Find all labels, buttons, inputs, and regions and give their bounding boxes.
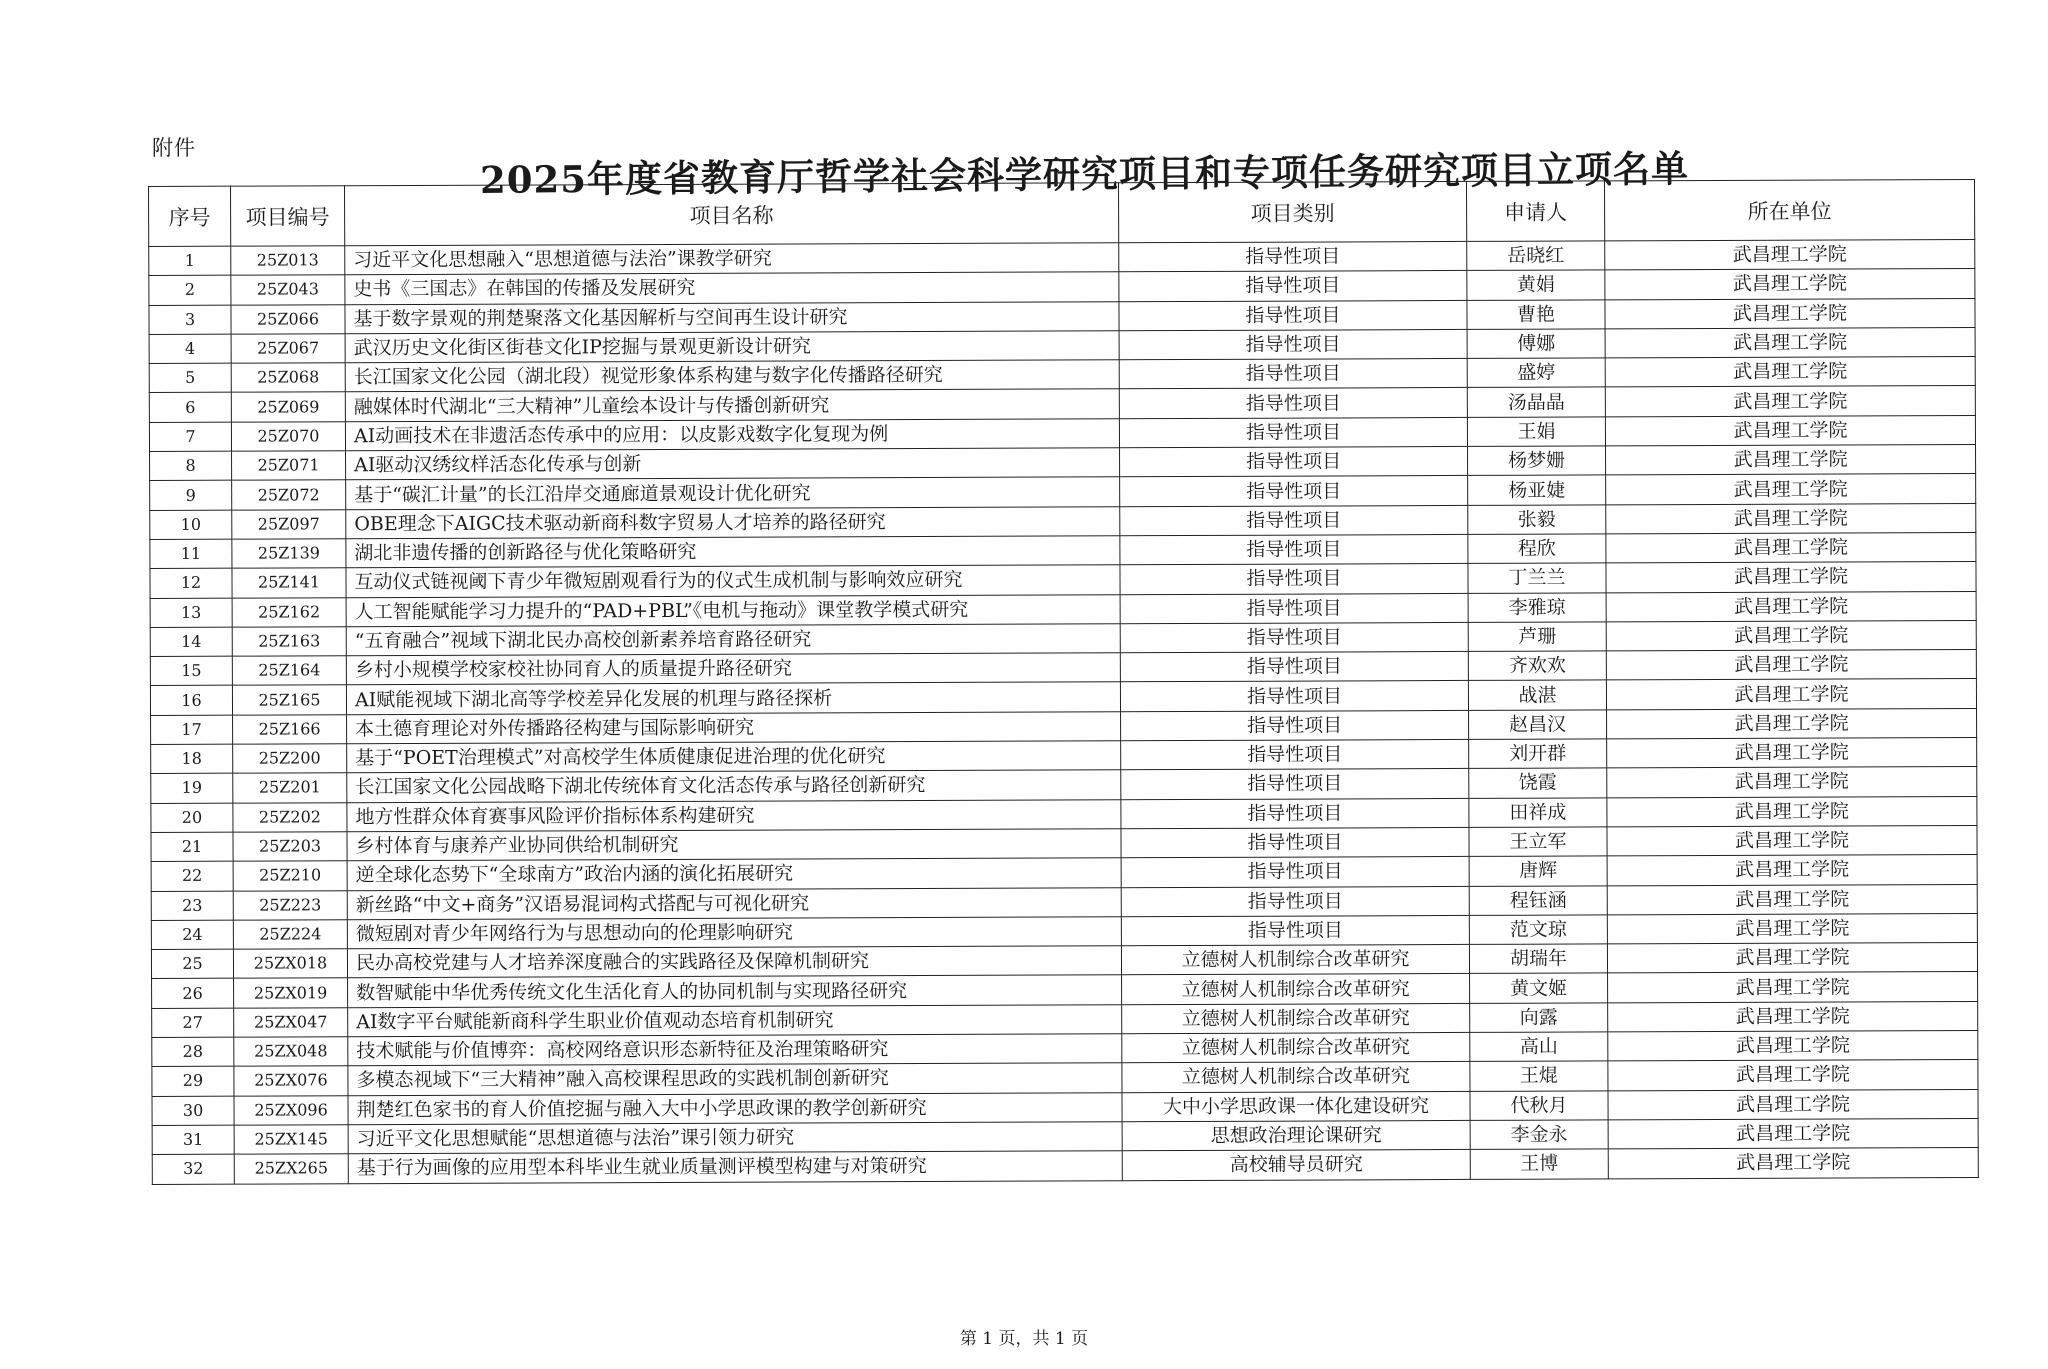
- cell-code: 25Z165: [232, 685, 346, 715]
- cell-category: 指导性项目: [1119, 300, 1467, 331]
- cell-no: 31: [152, 1125, 234, 1155]
- cell-name: 长江国家文化公园（湖北段）视觉形象体系构建与数字化传播路径研究: [345, 360, 1119, 392]
- cell-applicant: 战湛: [1468, 680, 1606, 710]
- project-table-container: [148, 179, 1978, 1185]
- cell-unit: 武昌理工学院: [1605, 239, 1975, 270]
- cell-unit: 武昌理工学院: [1607, 825, 1977, 856]
- cell-no: 16: [150, 686, 232, 716]
- column-header-name: 项目名称: [345, 183, 1119, 246]
- cell-unit: 武昌理工学院: [1607, 767, 1977, 798]
- cell-applicant: 王娟: [1467, 417, 1605, 447]
- cell-no: 9: [150, 481, 232, 511]
- cell-code: 25Z163: [232, 627, 346, 657]
- cell-name: AI数字平台赋能新商科学生职业价值观动态培育机制研究: [348, 1004, 1122, 1036]
- cell-code: 25Z072: [232, 480, 346, 510]
- cell-no: 1: [149, 246, 231, 276]
- cell-code: 25Z043: [231, 275, 345, 305]
- cell-applicant: 刘开群: [1469, 739, 1607, 769]
- cell-category: 立德树人机制综合改革研究: [1122, 1062, 1470, 1093]
- cell-code: 25Z068: [231, 363, 345, 393]
- cell-category: 指导性项目: [1121, 798, 1469, 829]
- cell-name: 互动仪式链视阈下青少年微短剧观看行为的仪式生成机制与影响效应研究: [346, 565, 1120, 597]
- cell-unit: 武昌理工学院: [1607, 796, 1977, 827]
- cell-name: 逆全球化态势下“全球南方”政治内涵的演化拓展研究: [347, 858, 1121, 890]
- cell-code: 25Z223: [233, 890, 347, 920]
- cell-unit: 武昌理工学院: [1605, 357, 1975, 388]
- cell-category: 指导性项目: [1121, 739, 1469, 770]
- cell-applicant: 芦珊: [1468, 622, 1606, 652]
- cell-code: 25Z066: [231, 304, 345, 334]
- cell-unit: 武昌理工学院: [1605, 269, 1975, 300]
- cell-unit: 武昌理工学院: [1608, 1030, 1978, 1061]
- cell-code: 25Z166: [233, 714, 347, 744]
- column-header-applicant: 申请人: [1466, 181, 1604, 242]
- cell-no: 27: [152, 1008, 234, 1038]
- cell-unit: 武昌理工学院: [1606, 650, 1976, 681]
- cell-name: “五育融合”视域下湖北民办高校创新素养培育路径研究: [346, 624, 1120, 656]
- cell-code: 25Z224: [233, 920, 347, 950]
- column-header-unit: 所在单位: [1604, 179, 1974, 240]
- cell-category: 指导性项目: [1121, 857, 1469, 888]
- cell-name: 融媒体时代湖北“三大精神”儿童绘本设计与传播创新研究: [345, 389, 1119, 421]
- cell-applicant: 丁兰兰: [1468, 563, 1606, 593]
- cell-no: 10: [150, 510, 232, 540]
- cell-category: 指导性项目: [1119, 329, 1467, 360]
- column-header-category: 项目类别: [1118, 181, 1466, 242]
- cell-name: 习近平文化思想融入“思想道德与法治”课教学研究: [345, 243, 1119, 275]
- cell-name: 史书《三国志》在韩国的传播及发展研究: [345, 272, 1119, 304]
- cell-code: 25Z141: [232, 568, 346, 598]
- cell-category: 指导性项目: [1120, 622, 1468, 653]
- cell-code: 25ZX018: [233, 949, 347, 979]
- cell-code: 25Z097: [232, 509, 346, 539]
- cell-no: 25: [151, 949, 233, 979]
- cell-category: 立德树人机制综合改革研究: [1121, 945, 1469, 976]
- cell-category: 思想政治理论课研究: [1122, 1120, 1470, 1151]
- cell-category: 立德树人机制综合改革研究: [1122, 1003, 1470, 1034]
- cell-applicant: 李雅琼: [1468, 592, 1606, 622]
- cell-category: 指导性项目: [1120, 681, 1468, 712]
- cell-category: 指导性项目: [1119, 417, 1467, 448]
- cell-category: 指导性项目: [1121, 915, 1469, 946]
- cell-unit: 武昌理工学院: [1607, 884, 1977, 915]
- cell-applicant: 黄娟: [1467, 270, 1605, 300]
- cell-no: 14: [150, 627, 232, 657]
- table-header-row: [149, 179, 1975, 246]
- cell-category: 指导性项目: [1121, 886, 1469, 917]
- cell-no: 19: [151, 774, 233, 804]
- cell-unit: 武昌理工学院: [1606, 562, 1976, 593]
- cell-category: 指导性项目: [1121, 827, 1469, 858]
- cell-applicant: 高山: [1470, 1032, 1608, 1062]
- cell-category: 指导性项目: [1119, 359, 1467, 390]
- cell-name: 本土德育理论对外传播路径构建与国际影响研究: [347, 712, 1121, 744]
- cell-unit: 武昌理工学院: [1605, 327, 1975, 358]
- cell-code: 25ZX265: [234, 1154, 348, 1184]
- cell-applicant: 汤晶晶: [1467, 387, 1605, 417]
- cell-applicant: 盛婷: [1467, 358, 1605, 388]
- cell-name: AI动画技术在非遗活态传承中的应用：以皮影戏数字化复现为例: [345, 419, 1119, 451]
- cell-name: 数智赋能中华优秀传统文化生活化育人的协同机制与实现路径研究: [348, 975, 1122, 1007]
- cell-code: 25Z071: [232, 451, 346, 481]
- cell-name: 地方性群众体育赛事风险评价指标体系构建研究: [347, 799, 1121, 831]
- cell-code: 25Z203: [233, 832, 347, 862]
- cell-applicant: 张毅: [1468, 505, 1606, 535]
- cell-name: 新丝路“中文+商务”汉语易混词构式搭配与可视化研究: [347, 887, 1121, 919]
- cell-name: 人工智能赋能学习力提升的“PAD+PBL”《电机与拖动》课堂教学模式研究: [346, 594, 1120, 626]
- cell-applicant: 程欣: [1468, 534, 1606, 564]
- cell-category: 大中小学思政课一体化建设研究: [1122, 1091, 1470, 1122]
- cell-name: 多模态视域下“三大精神”融入高校课程思政的实践机制创新研究: [348, 1063, 1122, 1095]
- cell-name: 基于“碳汇计量”的长江沿岸交通廊道景观设计优化研究: [346, 477, 1120, 509]
- table-row: [152, 1148, 1978, 1184]
- cell-unit: 武昌理工学院: [1608, 1118, 1978, 1149]
- cell-applicant: 王立军: [1469, 827, 1607, 857]
- cell-category: 指导性项目: [1120, 593, 1468, 624]
- cell-code: 25Z164: [232, 656, 346, 686]
- cell-applicant: 代秋月: [1470, 1091, 1608, 1121]
- table-body: [149, 239, 1979, 1184]
- cell-name: 荆楚红色家书的育人价值挖掘与融入大中小学思政课的教学创新研究: [348, 1092, 1122, 1124]
- column-header-no: 序号: [149, 186, 231, 246]
- cell-name: 基于“POET治理模式”对高校学生体质健康促进治理的优化研究: [347, 741, 1121, 773]
- cell-applicant: 田祥成: [1469, 798, 1607, 828]
- cell-code: 25Z013: [231, 246, 345, 276]
- cell-applicant: 范文琼: [1469, 915, 1607, 945]
- cell-no: 7: [149, 422, 231, 452]
- cell-unit: 武昌理工学院: [1605, 415, 1975, 446]
- cell-category: 立德树人机制综合改革研究: [1122, 1032, 1470, 1063]
- cell-unit: 武昌理工学院: [1606, 503, 1976, 534]
- cell-no: 13: [150, 598, 232, 628]
- cell-unit: 武昌理工学院: [1606, 620, 1976, 651]
- cell-unit: 武昌理工学院: [1605, 298, 1975, 329]
- cell-no: 32: [152, 1154, 234, 1184]
- cell-category: 指导性项目: [1120, 476, 1468, 507]
- cell-no: 26: [152, 979, 234, 1009]
- cell-unit: 武昌理工学院: [1608, 1089, 1978, 1120]
- cell-code: 25ZX047: [234, 1007, 348, 1037]
- cell-applicant: 黄文姬: [1470, 973, 1608, 1003]
- cell-no: 6: [149, 393, 231, 423]
- project-table: [148, 179, 1979, 1185]
- document-title: 2025年度省教育厅哲学社会科学研究项目和专项任务研究项目立项名单: [479, 146, 1690, 202]
- cell-code: 25Z139: [232, 539, 346, 569]
- cell-unit: 武昌理工学院: [1606, 532, 1976, 563]
- cell-no: 24: [151, 920, 233, 950]
- cell-code: 25Z202: [233, 802, 347, 832]
- cell-applicant: 向露: [1470, 1003, 1608, 1033]
- cell-unit: 武昌理工学院: [1607, 855, 1977, 886]
- cell-name: AI驱动汉绣纹样活态化传承与创新: [346, 448, 1120, 480]
- cell-name: 基于行为画像的应用型本科毕业生就业质量测评模型构建与对策研究: [348, 1151, 1122, 1183]
- cell-name: 习近平文化思想赋能“思想道德与法治”课引领力研究: [348, 1122, 1122, 1154]
- cell-no: 29: [152, 1066, 234, 1096]
- cell-category: 高校辅导员研究: [1122, 1150, 1470, 1181]
- cell-name: 长江国家文化公园战略下湖北传统体育文化活态传承与路径创新研究: [347, 770, 1121, 802]
- cell-category: 指导性项目: [1119, 271, 1467, 302]
- cell-category: 指导性项目: [1121, 769, 1469, 800]
- cell-no: 21: [151, 832, 233, 862]
- page-footer: 第 1 页，共 1 页: [959, 1329, 1089, 1349]
- cell-code: 25ZX076: [234, 1066, 348, 1096]
- cell-no: 15: [150, 656, 232, 686]
- cell-category: 指导性项目: [1120, 652, 1468, 683]
- attachment-label: 附件: [152, 136, 196, 160]
- cell-applicant: 唐辉: [1469, 856, 1607, 886]
- cell-code: 25ZX019: [234, 978, 348, 1008]
- cell-no: 11: [150, 539, 232, 569]
- cell-code: 25Z201: [233, 773, 347, 803]
- cell-no: 30: [152, 1096, 234, 1126]
- cell-unit: 武昌理工学院: [1606, 445, 1976, 476]
- cell-name: 湖北非遗传播的创新路径与优化策略研究: [346, 536, 1120, 568]
- cell-name: AI赋能视域下湖北高等学校差异化发展的机理与路径探析: [346, 682, 1120, 714]
- cell-unit: 武昌理工学院: [1608, 1148, 1978, 1179]
- cell-code: 25Z070: [231, 422, 345, 452]
- cell-applicant: 杨亚婕: [1468, 475, 1606, 505]
- cell-no: 23: [151, 891, 233, 921]
- cell-applicant: 胡瑞年: [1469, 944, 1607, 974]
- cell-no: 20: [151, 803, 233, 833]
- cell-code: 25ZX145: [234, 1125, 348, 1155]
- cell-unit: 武昌理工学院: [1606, 474, 1976, 505]
- cell-no: 5: [149, 363, 231, 393]
- cell-applicant: 李金永: [1470, 1120, 1608, 1150]
- cell-applicant: 齐欢欢: [1468, 651, 1606, 681]
- cell-name: 技术赋能与价值博弈：高校网络意识形态新特征及治理策略研究: [348, 1034, 1122, 1066]
- cell-category: 指导性项目: [1120, 447, 1468, 478]
- cell-applicant: 王焜: [1470, 1061, 1608, 1091]
- cell-no: 28: [152, 1037, 234, 1067]
- cell-category: 指导性项目: [1120, 534, 1468, 565]
- cell-unit: 武昌理工学院: [1605, 386, 1975, 417]
- cell-code: 25ZX048: [234, 1037, 348, 1067]
- cell-name: 乡村小规模学校家校社协同育人的质量提升路径研究: [346, 653, 1120, 685]
- cell-unit: 武昌理工学院: [1607, 708, 1977, 739]
- cell-applicant: 王博: [1470, 1149, 1608, 1179]
- cell-applicant: 赵昌汉: [1469, 710, 1607, 740]
- cell-applicant: 岳晓红: [1467, 241, 1605, 271]
- cell-no: 4: [149, 334, 231, 364]
- cell-unit: 武昌理工学院: [1606, 591, 1976, 622]
- cell-category: 指导性项目: [1119, 241, 1467, 272]
- cell-no: 18: [151, 744, 233, 774]
- cell-category: 指导性项目: [1121, 710, 1469, 741]
- cell-no: 3: [149, 305, 231, 335]
- cell-applicant: 程钰涵: [1469, 885, 1607, 915]
- cell-applicant: 饶霞: [1469, 768, 1607, 798]
- cell-no: 8: [150, 451, 232, 481]
- cell-name: 武汉历史文化街区街巷文化IP挖掘与景观更新设计研究: [345, 331, 1119, 363]
- cell-unit: 武昌理工学院: [1606, 679, 1976, 710]
- cell-name: 乡村体育与康养产业协同供给机制研究: [347, 829, 1121, 861]
- cell-unit: 武昌理工学院: [1608, 972, 1978, 1003]
- cell-name: 民办高校党建与人才培养深度融合的实践路径及保障机制研究: [347, 946, 1121, 978]
- cell-category: 指导性项目: [1120, 505, 1468, 536]
- cell-category: 指导性项目: [1119, 388, 1467, 419]
- cell-no: 12: [150, 568, 232, 598]
- column-header-code: 项目编号: [231, 186, 345, 246]
- cell-category: 立德树人机制综合改革研究: [1122, 974, 1470, 1005]
- cell-code: 25ZX096: [234, 1095, 348, 1125]
- cell-code: 25Z210: [233, 861, 347, 891]
- cell-code: 25Z162: [232, 597, 346, 627]
- cell-unit: 武昌理工学院: [1607, 913, 1977, 944]
- cell-applicant: 曹艳: [1467, 300, 1605, 330]
- cell-applicant: 傅娜: [1467, 329, 1605, 359]
- cell-name: 基于数字景观的荆楚聚落文化基因解析与空间再生设计研究: [345, 301, 1119, 333]
- cell-unit: 武昌理工学院: [1607, 738, 1977, 769]
- cell-name: 微短剧对青少年网络行为与思想动向的伦理影响研究: [347, 917, 1121, 949]
- cell-applicant: 杨梦姗: [1468, 446, 1606, 476]
- cell-category: 指导性项目: [1120, 564, 1468, 595]
- cell-code: 25Z200: [233, 744, 347, 774]
- cell-no: 22: [151, 861, 233, 891]
- cell-name: OBE理念下AIGC技术驱动新商科数字贸易人才培养的路径研究: [346, 506, 1120, 538]
- cell-code: 25Z067: [231, 334, 345, 364]
- cell-unit: 武昌理工学院: [1608, 1001, 1978, 1032]
- cell-unit: 武昌理工学院: [1608, 1060, 1978, 1091]
- cell-no: 2: [149, 275, 231, 305]
- cell-unit: 武昌理工学院: [1607, 943, 1977, 974]
- cell-code: 25Z069: [231, 392, 345, 422]
- cell-no: 17: [151, 715, 233, 745]
